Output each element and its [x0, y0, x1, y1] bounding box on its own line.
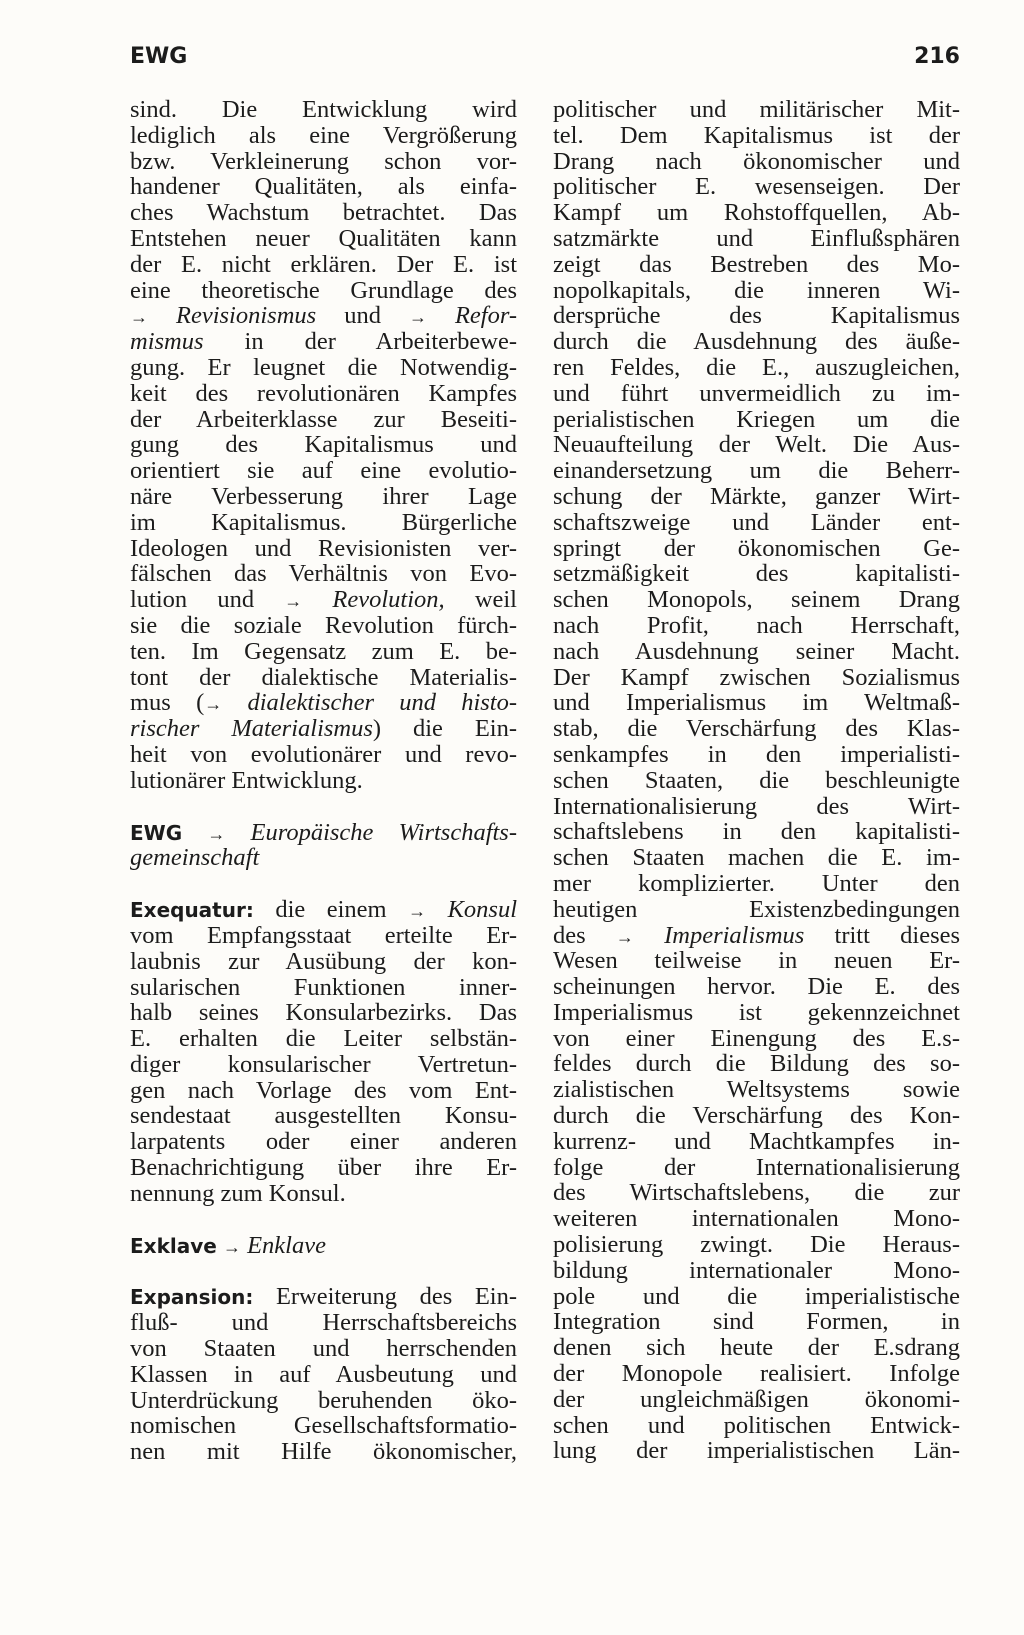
text-line: schen Monopols, seinem Drang	[553, 586, 960, 614]
text-line: gung des Kapitalismus und	[130, 431, 517, 459]
text-line: keit des revolutionären Kampfes	[130, 379, 517, 407]
text-line: perialistischen Kriegen um die	[553, 405, 960, 433]
text-line: dersprüche des Kapitalismus	[553, 302, 960, 330]
text-line: gung. Er leugnet die Notwendig-	[130, 353, 517, 381]
text-line: tont der dialektische Materialis-	[130, 663, 517, 691]
text-line: schung der Märkte, ganzer Wirt-	[553, 482, 960, 510]
cross-reference-arrow-icon: →	[284, 591, 303, 612]
text-line: zeigt das Bestreben des Mo-	[553, 250, 960, 278]
text-line: bzw. Verkleinerung schon vor-	[130, 147, 517, 175]
text-line	[130, 1233, 517, 1259]
text-line: handener Qualitäten, als einfa-	[130, 173, 517, 201]
text-line	[130, 845, 517, 871]
text-line: stab, die Verschärfung des Klas-	[553, 715, 960, 743]
text-line: der Arbeiterklasse zur Beseiti-	[130, 405, 517, 433]
left-column	[130, 97, 517, 1465]
text-line	[130, 897, 517, 923]
text-line: im Kapitalismus. Bürgerliche	[130, 508, 517, 536]
text-line	[130, 690, 517, 716]
text-line: schen und politischen Entwick-	[553, 1411, 960, 1439]
text-line: lung der imperialistischen Län-	[553, 1437, 960, 1465]
text-line: diger konsularischer Vertretun-	[130, 1050, 517, 1078]
text-line: Internationalisierung des Wirt-	[553, 792, 960, 820]
text-line: politischer E. wesenseigen. Der	[553, 173, 960, 201]
text-line	[130, 716, 517, 742]
text-line: gen nach Vorlage des vom Ent-	[130, 1076, 517, 1104]
text-line: schen Staaten, die beschleunigte	[553, 766, 960, 794]
text-line: larpatents oder einer anderen	[130, 1128, 517, 1156]
inline-text: Erweiterung des Ein-	[275, 1283, 518, 1311]
text-line: Ideologen und Revisionisten ver-	[130, 534, 517, 562]
text-line: Unterdrückung beruhenden öko-	[130, 1386, 517, 1414]
text-line: kurrenz- und Machtkampfes in-	[553, 1127, 960, 1155]
text-line: bildung internationaler Mono-	[553, 1256, 960, 1284]
text-line: heit von evolutionärer und revo-	[130, 740, 517, 768]
cross-reference-link[interactable]: Enklave	[247, 1231, 326, 1259]
text-line: sularischen Funktionen inner-	[130, 973, 517, 1001]
text-line: senkampfes in den imperialisti-	[553, 740, 960, 768]
text-line: ren Feldes, die E., auszugleichen,	[553, 353, 960, 381]
text-line: von Staaten und herrschenden	[130, 1335, 517, 1363]
entry-expansion	[130, 1284, 517, 1465]
cross-reference-arrow-icon: →	[207, 823, 226, 844]
text-line: feldes durch die Bildung des so-	[553, 1050, 960, 1078]
text-line: politischer und militärischer Mit-	[553, 96, 960, 123]
text-line: Imperialismus ist gekennzeichnet	[553, 998, 960, 1026]
text-line: halb seines Konsularbezirks. Das	[130, 999, 517, 1027]
text-line: durch die Ausdehnung des äuße-	[553, 328, 960, 356]
text-line: der ungleichmäßigen ökonomi-	[553, 1385, 960, 1413]
text-line: setzmäßigkeit des kapitalisti-	[553, 560, 960, 588]
text-line: von einer Einengung des E.s-	[553, 1024, 960, 1052]
text-line: der E. nicht erklären. Der E. ist	[130, 250, 517, 278]
cross-reference-link[interactable]: Imperialismus	[664, 921, 805, 949]
cross-reference-link[interactable]: dialektischer und histo-	[247, 689, 518, 717]
cross-reference-link[interactable]: Refor-	[454, 302, 518, 330]
cross-reference-arrow-icon: →	[130, 307, 148, 328]
text-line: fälschen das Verhältnis von Evo-	[130, 560, 517, 588]
inline-text: weil	[474, 586, 517, 614]
entry-exklave	[130, 1233, 517, 1259]
text-line: einandersetzung um die Beherr-	[553, 457, 960, 485]
inline-text: ) die Ein-	[372, 715, 517, 743]
inline-text: mus (	[130, 689, 205, 717]
text-line: Entstehen neuer Qualitäten kann	[130, 224, 517, 252]
inline-text: lution und	[130, 586, 255, 614]
text-line: durch die Verschärfung des Kon-	[553, 1102, 960, 1130]
text-line: orientiert sie auf eine evolutio-	[130, 457, 517, 485]
text-line: pole und die imperialistische	[553, 1282, 960, 1310]
text-line: nen mit Hilfe ökonomischer,	[130, 1438, 517, 1466]
entry-term: EWG	[130, 820, 183, 845]
text-line: folge der Internationalisierung	[553, 1153, 960, 1181]
text-line: zialistischen Weltsystems sowie	[553, 1076, 960, 1104]
running-head	[130, 40, 960, 80]
text-line	[130, 1284, 517, 1310]
cross-reference-link[interactable]: mismus	[130, 328, 204, 356]
text-line: Benachrichtigung über ihre Er-	[130, 1154, 517, 1182]
entry-expansion-continued	[553, 97, 960, 1464]
cross-reference-arrow-icon: →	[615, 926, 634, 947]
text-line: Kampf um Rohstoffquellen, Ab-	[553, 199, 960, 227]
text-line: springt der ökonomischen Ge-	[553, 534, 960, 562]
text-line: E. erhalten die Leiter selbstän-	[130, 1025, 517, 1053]
text-line: schaftslebens in den kapitalisti-	[553, 818, 960, 846]
inline-text: in der Arbeiterbewe-	[244, 328, 518, 356]
entry-evolution-continued	[130, 97, 517, 794]
text-line: nach Ausdehnung seiner Macht.	[553, 637, 960, 665]
entry-ewg	[130, 820, 517, 872]
text-line: lutionärer Entwicklung.	[130, 766, 363, 794]
right-column	[553, 97, 960, 1464]
cross-reference-link[interactable]: Konsul	[447, 896, 518, 924]
text-line: nennung zum Konsul.	[130, 1179, 346, 1207]
text-line	[553, 923, 960, 949]
text-line: nopolkapitals, die inneren Wi-	[553, 276, 960, 304]
text-line	[130, 820, 517, 846]
text-line: sind. Die Entwicklung wird	[130, 96, 517, 123]
cross-reference-arrow-icon: →	[204, 694, 223, 715]
text-line: lediglich als eine Vergrößerung	[130, 121, 517, 149]
text-line: mer komplizierter. Unter den	[553, 869, 960, 897]
text-line: weiteren internationalen Mono-	[553, 1205, 960, 1233]
text-line: denen sich heute der E.sdrang	[553, 1334, 960, 1362]
text-line: und führt unvermeidlich zu im-	[553, 379, 960, 407]
inline-text: und	[344, 302, 381, 330]
text-line: Der Kampf zwischen Sozialismus	[553, 663, 960, 691]
entry-exequatur	[130, 897, 517, 1207]
inline-text: die einem	[275, 896, 387, 924]
text-line: schen Staaten machen die E. im-	[553, 844, 960, 872]
cross-reference-arrow-icon: →	[222, 1236, 241, 1257]
entry-term: Exklave	[130, 1233, 217, 1258]
text-line: fluß- und Herrschaftsbereichs	[130, 1309, 517, 1337]
text-line: näre Verbesserung ihrer Lage	[130, 482, 517, 510]
text-line: nach Profit, nach Herrschaft,	[553, 611, 960, 639]
text-line: Drang nach ökonomischer und	[553, 147, 960, 175]
entry-term: Expansion:	[130, 1285, 254, 1310]
text-line: des Wirtschaftslebens, die zur	[553, 1179, 960, 1207]
text-line: polisierung zwingt. Die Heraus-	[553, 1231, 960, 1259]
text-line	[130, 329, 517, 355]
text-line: schaftszweige und Länder ent-	[553, 508, 960, 536]
cross-reference-arrow-icon: →	[408, 901, 427, 922]
cross-reference-link[interactable]: Europäische Wirtschafts-	[250, 818, 518, 846]
text-line: heutigen Existenzbedingungen	[553, 895, 960, 923]
text-line: der Monopole realisiert. Infolge	[553, 1360, 960, 1388]
inline-text: des	[553, 921, 586, 949]
text-line: ches Wachstum betrachtet. Das	[130, 199, 517, 227]
text-line: Neuaufteilung der Welt. Die Aus-	[553, 431, 960, 459]
text-line: nomischen Gesellschaftsformatio-	[130, 1412, 517, 1440]
cross-reference-link[interactable]: Revisionismus	[176, 302, 317, 330]
head-word: EWG	[130, 44, 188, 69]
text-line: Integration sind Formen, in	[553, 1308, 960, 1336]
text-line: ten. Im Gegensatz zum E. be-	[130, 637, 517, 665]
cross-reference-link[interactable]: gemeinschaft	[130, 844, 260, 872]
entry-term: Exequatur:	[130, 898, 254, 923]
text-line: sie die soziale Revolution fürch-	[130, 611, 517, 639]
page-number: 216	[914, 44, 960, 69]
text-line: vom Empfangsstaat erteilte Er-	[130, 921, 517, 949]
text-line: scheinungen hervor. Die E. des	[553, 973, 960, 1001]
text-line: und Imperialismus im Weltmaß-	[553, 689, 960, 717]
cross-reference-arrow-icon: →	[408, 307, 427, 328]
text-line: satzmärkte und Einflußsphären	[553, 224, 960, 252]
text-line: eine theoretische Grundlage des	[130, 276, 517, 304]
cross-reference-link[interactable]: rischer Materialismus	[130, 715, 373, 743]
text-line: tel. Dem Kapitalismus ist der	[553, 121, 960, 149]
text-line	[130, 587, 517, 613]
text-line: Klassen in auf Ausbeutung und	[130, 1360, 517, 1388]
text-line: sendestaat ausgestellten Konsu-	[130, 1102, 517, 1130]
cross-reference-link[interactable]: Revolution,	[332, 586, 445, 614]
text-line: laubnis zur Ausübung der kon-	[130, 947, 517, 975]
text-line	[130, 303, 517, 329]
text-line: Wesen teilweise in neuen Er-	[553, 947, 960, 975]
inline-text: tritt dieses	[834, 921, 961, 949]
